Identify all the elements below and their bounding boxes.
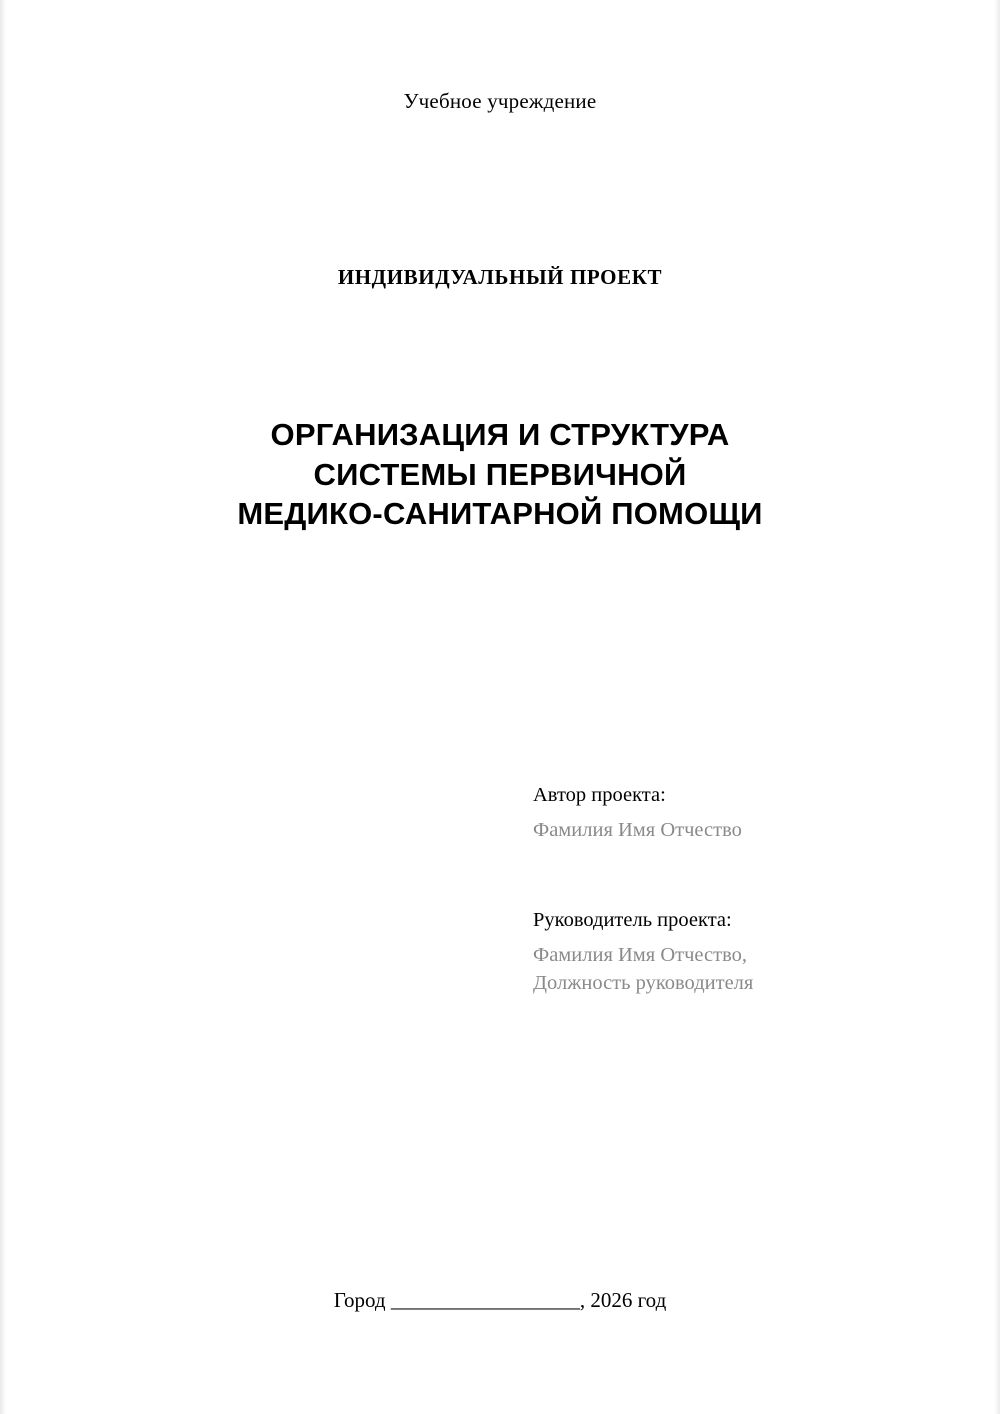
author-value: Фамилия Имя Отчество [533,818,742,841]
city-label: Город [333,1288,386,1312]
supervisor-name: Фамилия Имя Отчество, [533,943,747,966]
title-line-1: ОРГАНИЗАЦИЯ И СТРУКТУРА [270,417,730,452]
credits-block [533,785,933,1016]
author-block [533,785,933,840]
supervisor-position: Должность руководителя [533,972,754,994]
title-line-3: МЕДИКО-САНИТАРНОЙ ПОМОЩИ [237,496,763,532]
page-title [120,415,880,534]
footer-city-year [0,1288,1000,1313]
year-text: , 2026 год [579,1288,667,1312]
supervisor-label: Руководитель проекта: [533,909,732,931]
title-line-2: СИСТЕМЫ ПЕРВИЧНОЙ [313,456,687,492]
supervisor-block [533,910,933,994]
author-label: Автор проекта: [533,784,666,806]
institution-name: Учебное учреждение [403,89,597,113]
city-blank-line: __________________ [390,1288,580,1312]
document-type: ИНДИВИДУАЛЬНЫЙ ПРОЕКТ [337,265,663,289]
